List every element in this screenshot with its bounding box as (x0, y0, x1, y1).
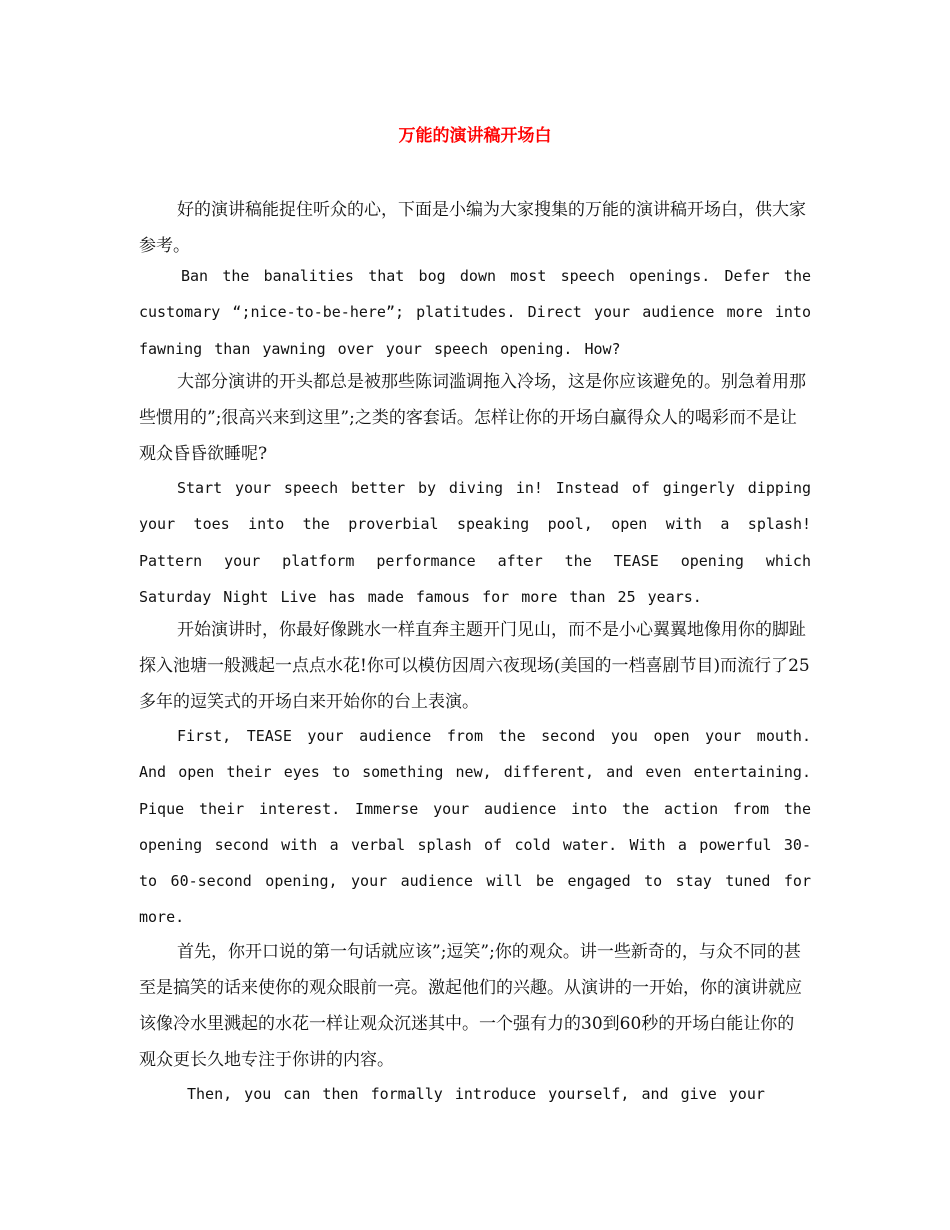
paragraph-cn-3: 首先，你开口说的第一句话就应该”;逗笑”;你的观众。讲一些新奇的，与众不同的甚至是搞笑的话来使你的观众眼前一亮。激起他们的兴趣。从演讲的一开始，你的演讲就应该像冷水里溅起的水花一样让观众沉迷其中。一个强有力的30到60秒的开场白能让你的观众更长久地专注于你讲的内容。 (139, 942, 802, 1070)
paragraph-en-3: First, TEASE your audience from the second you open your mouth. And open their eyes to something new, different, and even entertaining. Pique their interest. Immerse your audience into the action from the opening second with a verbal splash of cold water. With a powerful 30-to 60-second opening, your audience will be engaged to stay tuned for more. (139, 727, 811, 927)
paragraph-en-1: Ban the banalities that bog down most speech openings. Defer the customary “;nice-to-be-here”; platitudes. Direct your audience more into fawning than yawning over your speech opening. How? (139, 267, 811, 358)
document-title: 万能的演讲稿开场白 (398, 126, 552, 146)
paragraph-intro-cn: 好的演讲稿能捉住听众的心，下面是小编为大家搜集的万能的演讲稿开场白，供大家参考。 (139, 200, 806, 256)
paragraph-cn-2: 开始演讲时，你最好像跳水一样直奔主题开门见山，而不是小心翼翼地像用你的脚趾探入池塘一般溅起一点点水花!你可以模仿因周六夜现场(美国的一档喜剧节目)而流行了25多年的逗笑式的开场白来开始你的台上表演。 (139, 620, 810, 712)
paragraph-en-4: Then, you can then formally introduce yourself, and give your (187, 1085, 765, 1103)
paragraph-cn-1: 大部分演讲的开头都总是被那些陈词滥调拖入冷场，这是你应该避免的。别急着用那些惯用的”;很高兴来到这里”;之类的客套话。怎样让你的开场白赢得众人的喝彩而不是让观众昏昏欲睡呢? (139, 372, 806, 464)
paragraph-en-2: Start your speech better by diving in! Instead of gingerly dipping your toes into the proverbial speaking pool, open with a splash! Pattern your platform performance after the TEASE opening which Saturday Night Live has made famous for more than 25 years. (139, 479, 811, 606)
